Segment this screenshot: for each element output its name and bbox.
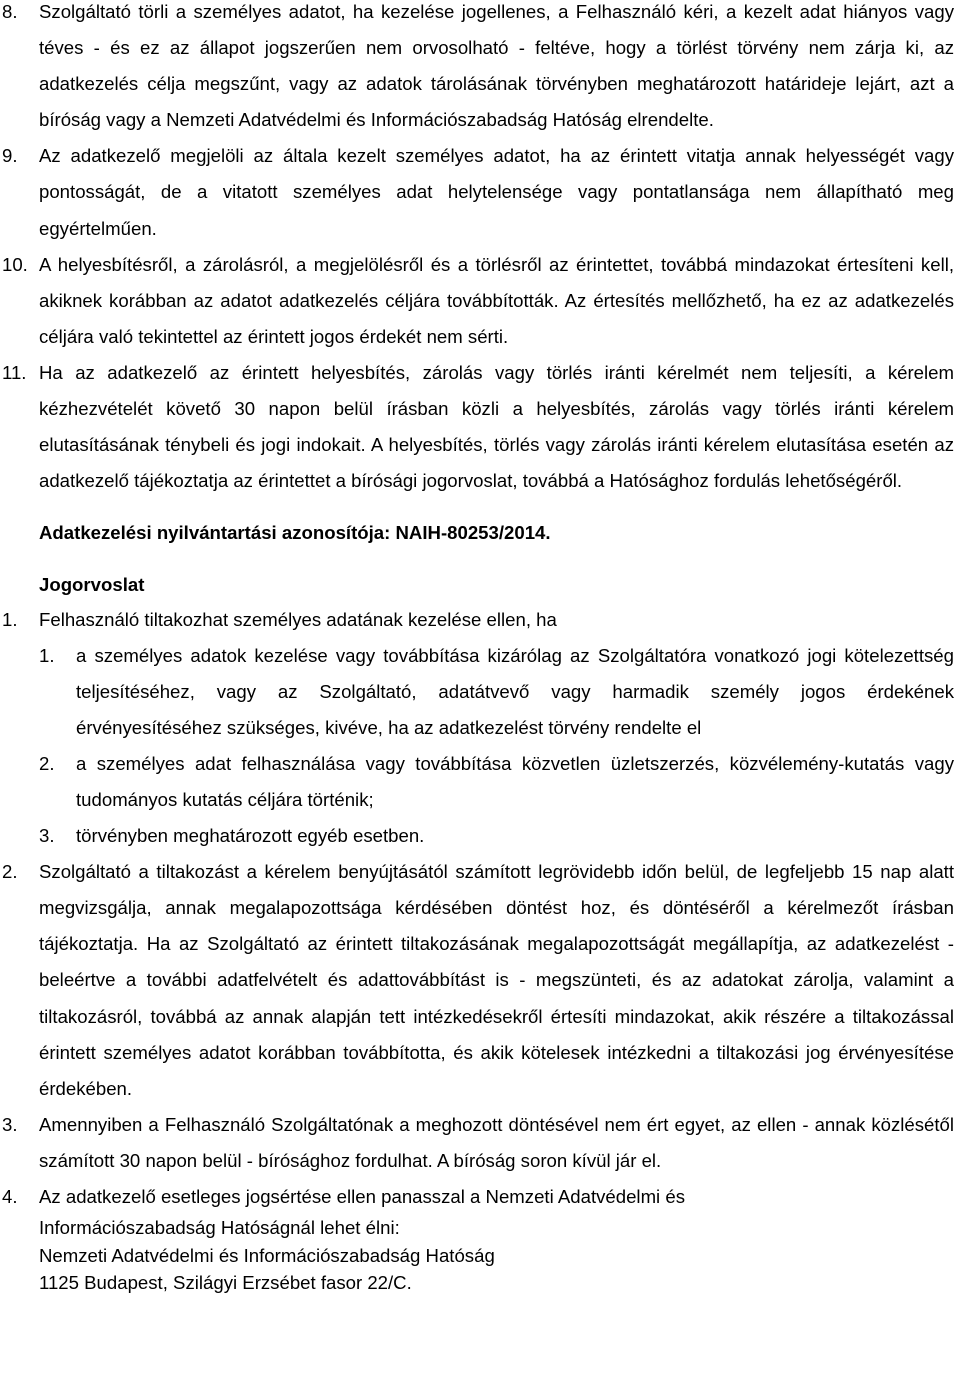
list-item [0,602,954,638]
address-line: Információszabadság Hatóságnál lehet élni: [39,1217,400,1239]
list-item [0,1179,954,1215]
item-number: 1. [2,608,18,630]
item-text: Az adatkezelő megjelöli az általa kezelt személyes adatot, ha az érintett vitatja annak helyességét vagy pontosságát, de a vitatott személyes adat helytelensége vagy pontatlansága nem állapítható meg egyértelműen. [39,145,954,239]
item-number: 10. [2,253,28,275]
item-number: 2. [2,861,18,883]
sub-item-number: 2. [39,752,55,774]
item-text: Szolgáltató törli a személyes adatot, ha kezelése jogellenes, a Felhasználó kéri, a kezelt adat hiányos vagy téves - és ez az állapot jogszerűen nem orvosolható - feltéve, hogy a törlést törvény nem zárja ki, az adatkezelés célja megszűnt, vagy az adatok tárolásának törvényben meghatározott határideje lejárt, azt a bíróság vagy a Nemzeti Adatvédelmi és Információszabadság Hatóság elrendelte. [39,1,954,131]
item-text: Szolgáltató a tiltakozást a kérelem benyújtásától számított legrövidebb időn belül, de legfeljebb 15 nap alatt megvizsgálja, annak megalapozottsága kérdésében döntést hoz, és döntéséről a kérelmezőt írásban tájékoztatja. Ha az Szolgáltató az érintett tiltakozásának megalapozottságát megállapítja, az adatkezelést - beleértve a további adatfelvételt és adattovábbítást is - megszünteti, és az adatokat zárolja, valamint a tiltakozásról, továbbá az annak alapján tett intézkedésekről értesíti mindazokat, akik részére a tiltakozással érintett személyes adatot korábban továbbította, és akik kötelesek intézkedni a tiltakozási jog érvényesítése érdekében. [39,861,954,1099]
item-text: Felhasználó tiltakozhat személyes adatának kezelése ellen, ha [39,608,557,630]
address-line: 1125 Budapest, Szilágyi Erzsébet fasor 22/C. [39,1272,412,1294]
item-text: A helyesbítésről, a zárolásról, a megjelölésről és a törlésről az érintettet, továbbá mindazokat értesíteni kell, akiknek korábban az adatot adatkezelés céljára továbbították. Az értesítés mellőzhető, ha ez az adatkezelés céljára való tekintettel az érintett jogos érdekét nem sérti. [39,253,954,347]
sub-item-text: a személyes adatok kezelése vagy továbbítása kizárólag az Szolgáltatóra vonatkozó jogi kötelezettség teljesítéséhez, vagy az Szolgáltató, adatátvevő vagy harmadik személy jogos érdekének érvényesítéséhez szükséges, kivéve, ha az adatkezelést törvény rendelte el [76,644,954,738]
sub-list-item [0,746,954,818]
list-item [0,0,954,138]
deletion-rules-list [0,0,954,499]
remedy-list [0,602,954,1216]
item-text: Ha az adatkezelő az érintett helyesbítés, zárolás vagy törlés iránti kérelmét nem teljesíti, a kérelem kézhezvételét követő 30 napon belül írásban közli a helyesbítés, zárolás vagy törlés iránti kérelem elutasításának ténybeli és jogi indokait. A helyesbítés, törlés vagy zárolás iránti kérelem elutasítása esetén az adatkezelő tájékoztatja az érintettet a bírósági jogorvoslat, továbbá a Hatósághoz fordulás lehetőségéről. [39,361,954,492]
list-item [0,1107,954,1179]
item-text: Az adatkezelő esetleges jogsértése ellen panasszal a Nemzeti Adatvédelmi és [39,1186,685,1207]
registration-id: Adatkezelési nyilvántartási azonosítója: NAIH-80253/2014. [39,522,551,544]
item-number: 11. [2,361,27,383]
item-number: 8. [2,1,18,22]
list-item [0,355,954,499]
sub-item-number: 1. [39,644,55,666]
item-number: 3. [2,1113,18,1135]
list-item [0,247,954,355]
item-text: Amennyiben a Felhasználó Szolgáltatónak a meghozott döntésével nem ért egyet, az ellen - annak közlésétől számított 30 napon belül - bírósághoz fordulhat. A bíróság soron kívül jár el. [39,1113,954,1171]
sub-list-item [0,638,954,746]
list-item [0,854,954,1107]
item-number: 9. [2,145,18,167]
authority-address [0,1214,954,1297]
sub-item-text: törvényben meghatározott egyéb esetben. [76,825,425,847]
sub-list-item [0,818,954,854]
section-heading: Jogorvoslat [39,574,145,596]
item-number: 4. [2,1186,18,1207]
address-line: Nemzeti Adatvédelmi és Információszabadság Hatóság [39,1244,495,1266]
list-item [0,138,954,246]
sub-item-text: a személyes adat felhasználása vagy továbbítása közvetlen üzletszerzés, közvélemény-kutatás vagy tudományos kutatás céljára történik; [76,752,954,810]
sub-item-number: 3. [39,825,55,847]
